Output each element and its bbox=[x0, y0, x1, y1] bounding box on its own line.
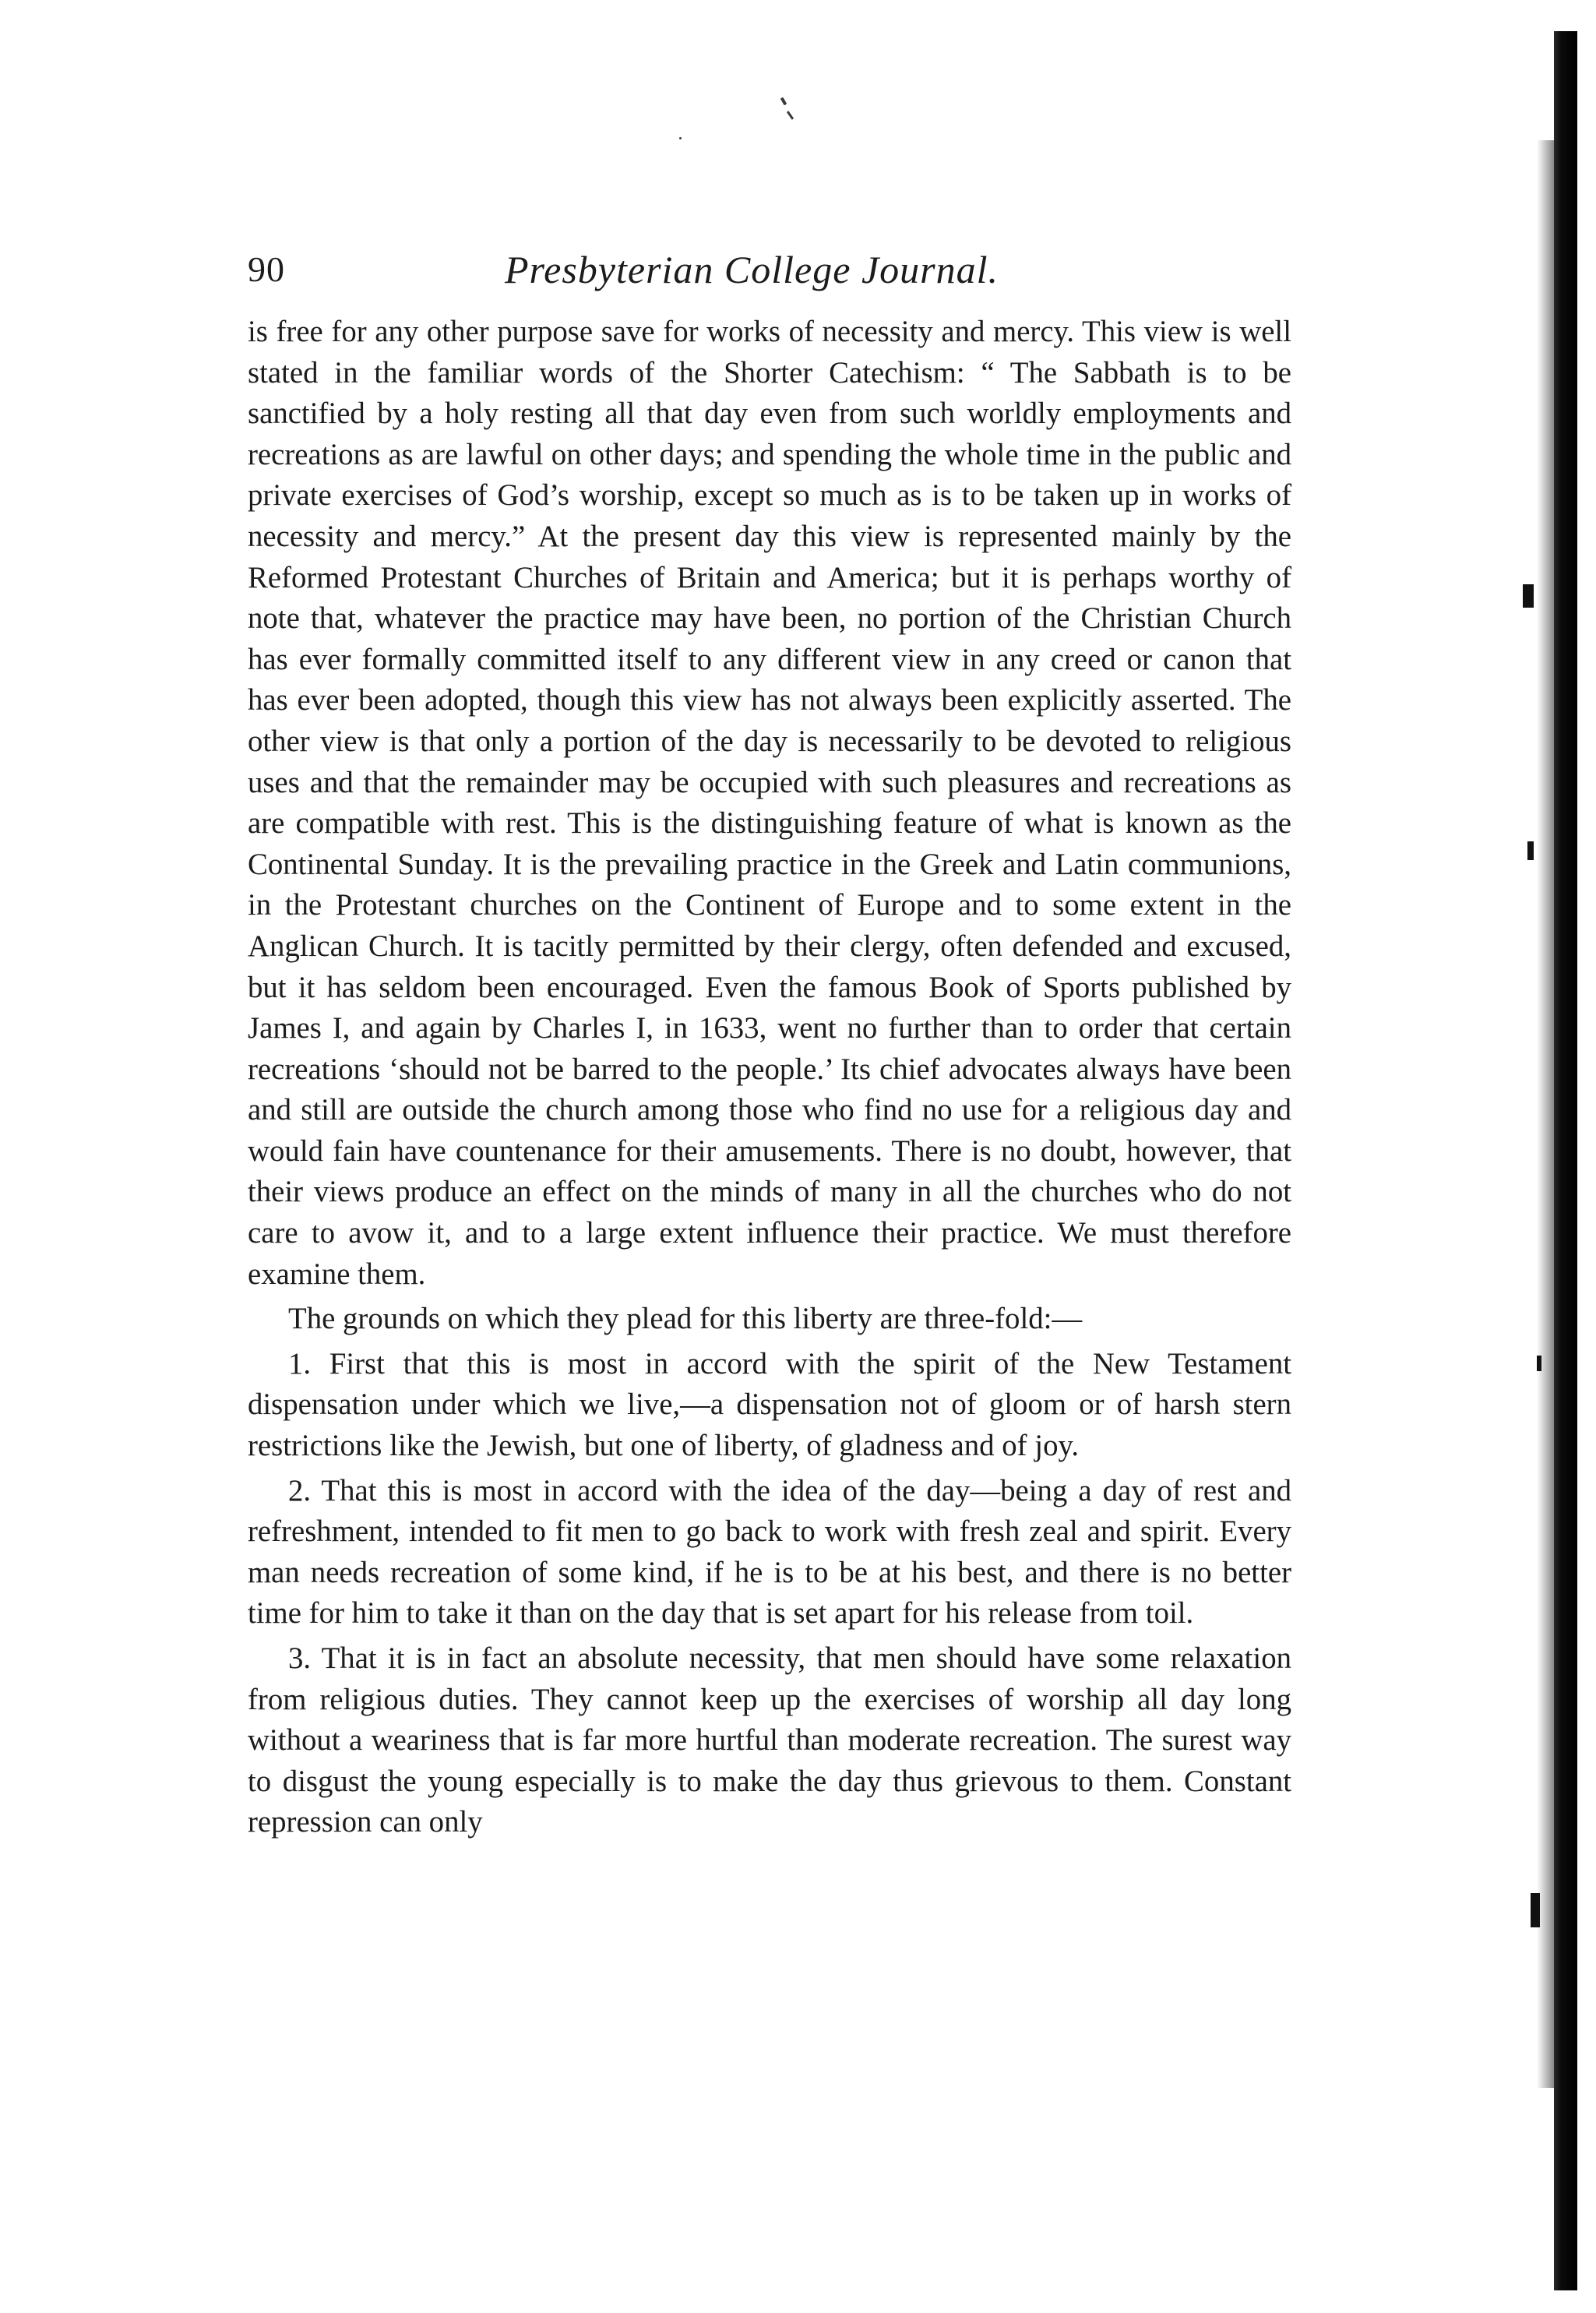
book-binding-edge bbox=[1462, 31, 1580, 2290]
ink-speck bbox=[787, 111, 794, 120]
running-title: Presbyterian College Journal. bbox=[505, 248, 999, 291]
page-number: 90 bbox=[248, 249, 285, 289]
edge-ink-mark bbox=[1537, 1356, 1541, 1371]
binding-edge-bar bbox=[1554, 31, 1577, 2290]
paragraph-point-1: 1. First that this is most in accord with the spirit of the New Testament dispensation under which we live,—a dispensation not of gloom or of harsh stern restrictions like the Jewish, but one of liberty, of gladness and of joy. bbox=[248, 1346, 1291, 1463]
ink-speck bbox=[679, 137, 682, 139]
ink-speck bbox=[780, 97, 787, 106]
paragraph-point-2: 2. That this is most in accord with the idea of the day—being a day of rest and refreshment, intended to fit men to go back to work with fresh zeal and spirit. Every man needs recreation of some kind, if he is to be at his best, and there is no better time for him to take it than on the day that is set apart for his release from toil. bbox=[248, 1473, 1291, 1631]
edge-ink-mark bbox=[1531, 1893, 1540, 1927]
paragraph-point-3: 3. That it is in fact an absolute necessity, that men should have some relaxation from religious duties. They cannot keep up the exercises of worship all day long without a weariness that is far more hurtful than moderate recreation. The surest way to disgust the young especially is to make the day thus grievous to them. Constant repression can only bbox=[248, 1641, 1291, 1839]
paragraph-grounds-intro: The grounds on which they plead for this liberty are three-fold:— bbox=[288, 1302, 1083, 1336]
paragraph-continued: is free for any other purpose save for works of necessity and mercy. This view is well stated in the familiar words of the Shorter Catechism: “ The Sabbath is to be sanctified by a holy resting all that day even from such worldly employments and recreations as are lawful on other days; and spending the whole time in the public and private exercises of God’s worship, except so much as is to be taken up in works of necessity and mercy.” At the present day this view is represented mainly by the Reformed Protestant Churches of Britain and America; but it is perhaps worthy of note that, whatever the practice may have been, no portion of the Christian Church has ever formally committed itself to any different view in any creed or canon that has ever been adopted, though this view has not always been explicitly asserted. The other view is that only a portion of the day is necessarily to be devoted to religious uses and that the remainder may be occupied with such pleasures and recreations as are compatible with rest. This is the distinguishing feature of what is known as the Continental Sunday. It is the prevailing practice in the Greek and Latin communions, in the Protestant churches on the Continent of Europe and to some extent in the Anglican Church. It is tacitly permitted by their clergy, often defended and excused, but it has seldom been encouraged. Even the famous Book of Sports published by James I, and again by Charles I, in 1633, went no further than to order that certain recreations ‘should not be barred to the people.’ Its chief advocates always have been and still are outside the church among those who find no use for a religious day and would fain have countenance for their amusements. There is no doubt, however, that their views produce an effect on the minds of many in all the churches who do not care to avow it, and to a large extent influence their practice. We must therefore examine them. bbox=[248, 315, 1291, 1291]
edge-ink-mark bbox=[1527, 841, 1534, 860]
running-header bbox=[248, 246, 1291, 301]
edge-ink-mark bbox=[1523, 584, 1534, 608]
body-text bbox=[248, 312, 1291, 1843]
